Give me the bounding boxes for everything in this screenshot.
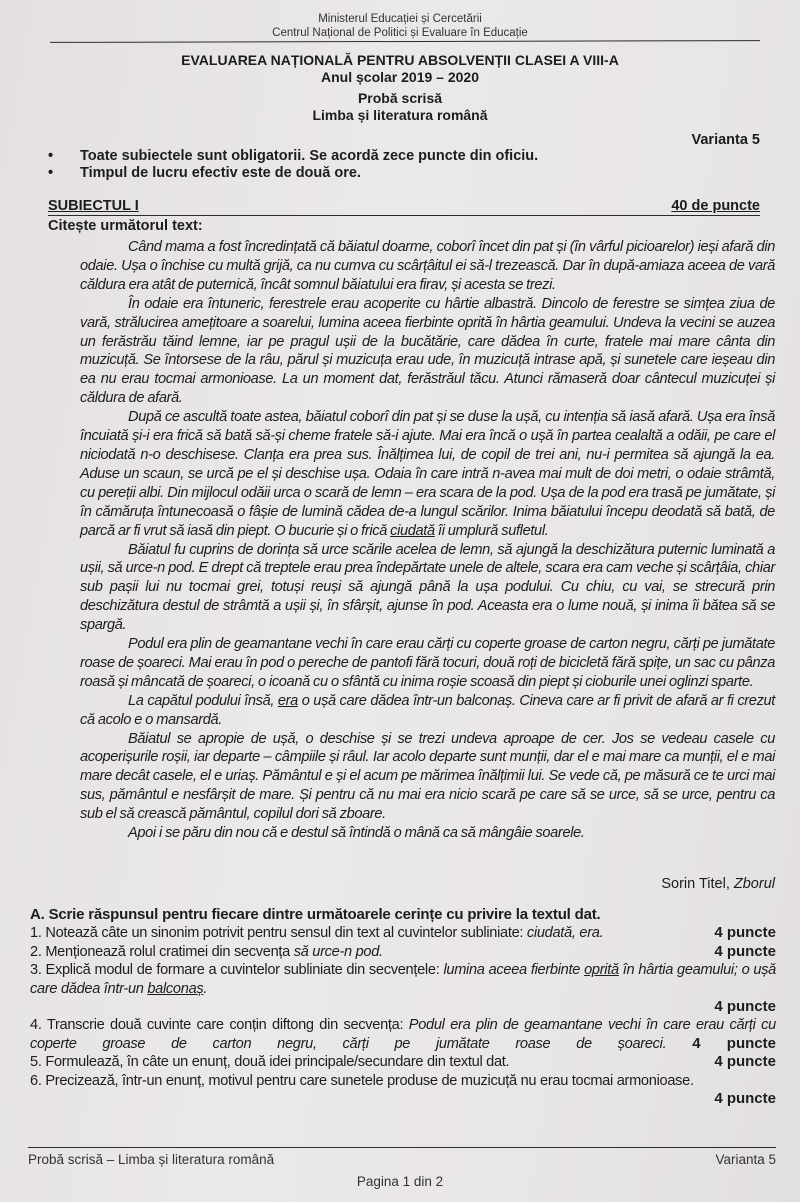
instruction-item: • Toate subiectele sunt obligatorii. Se acordă zece puncte din oficiu. — [48, 148, 539, 164]
footer-variant: Varianta 5 — [715, 1152, 776, 1167]
footer-divider — [28, 1147, 776, 1148]
passage-paragraph: Băiatul se apropie de ușă, o deschise și se trezi undeva aproape de cer. Jos se vedeau casele cu acoperișurile roșii, iar departe – câmpiile și râul. Iar acolo departe sunt munții, dar el e mai mare ca munții, el e mai mare decât casele, el e uriaș. Pământul e și el acum pe mărimea înălțimii lui. Se vede că, pe măsură ce te urci mai sus, pământul e nesfârșit de mare. Și pentru că nu mai era nicio scară pe care să se urce, să se urce, pentru ca sub el să crească pământul, copilul dori să zboare. — [80, 730, 775, 823]
read-prompt: Citește următorul text: — [48, 218, 203, 234]
section-a-heading: A. Scrie răspunsul pentru fiecare dintre următoarele cerințe cu privire la textul dat. — [30, 906, 601, 923]
page-header — [0, 12, 800, 40]
variant-label: Varianta 5 — [691, 132, 760, 148]
exam-type: Probă scrisă — [357, 90, 443, 106]
question-3: 3. Explică modul de formare a cuvintelor subliniate din secvențele: lumina aceea fierbinte oprită în hârtia geamului; o ușă care dădea într-un balconaș. 4 puncte — [30, 962, 776, 1016]
passage-paragraph: După ce ascultă toate astea, băiatul coborî din pat și se duse la ușă, cu intenția să iasă afară. Ușa era însă încuiată și-i era frică să bată să-și cheme fratele să-i ajute. Mai era încă o ușă în partea cealaltă a odăii, pe care el niciodată n-o deschisese. Clanța era prea sus. Înălțimea lui, de copil de trei ani, nu-i permitea să ajungă la ea. Aduse un scaun, se urcă pe el și deschise ușa. Odaia în care intră n-avea mai mult de doi metri, o odaie strâmtă, cu pereții albi. Din mijlocul odăii urca o scară de lemn – era scara de la pod. Ușa de la pod era trasă pe jumătate, și în cămăruța întunecoasă o fâșie de lumină cădea de-a lungul scărilor. Inima băiatului începu deodată să bată, de parcă ar fi vrut să iasă din piept. O bucurie și o frică ciudată îi umplură sufletul. — [80, 409, 775, 539]
instruction-item: • Timpul de lucru efectiv este de două ore. — [48, 165, 361, 181]
question-points: 4 puncte — [714, 1090, 776, 1108]
passage-paragraph: Podul era plin de geamantane vechi în care erau cărți cu coperte groase de carton negru, cărți pe jumătate roase de șoareci. Mai erau în pod o pereche de pantofi fără tocuri, două roți de bicicletă fără spițe, un sac cu pânza roasă și mâncată de șoareci, o icoană cu o sfântă cu inima roșie scoasă din piept și cioburile unei oglinzi sparte. — [80, 636, 775, 690]
reading-passage — [80, 238, 775, 843]
question-points: 4 puncte — [714, 998, 776, 1016]
question-points: 4 puncte — [714, 942, 776, 960]
bullet-icon: • — [48, 148, 54, 164]
question-4: 4. Transcrie două cuvinte care conțin diftong din secvența: Podul era plin de geamantane vechi în care erau cărți cu coperte groase de carton negru, cărți pe jumătate roase de șoareci. 4 puncte — [30, 1017, 776, 1052]
ministry-name: Ministerul Educației și Cercetării — [318, 13, 482, 25]
exam-title-block — [0, 52, 800, 124]
passage-source: Sorin Titel, Zborul — [661, 876, 775, 892]
footer-exam: Probă scrisă – Limba și literatura română — [28, 1152, 275, 1167]
question-points: 4 puncte — [714, 924, 776, 942]
page-footer — [28, 1152, 776, 1167]
subject-divider — [48, 215, 760, 216]
exam-title: EVALUAREA NAȚIONALĂ PENTRU ABSOLVENȚII CLASEI A VIII-A — [181, 52, 619, 68]
page-number: Pagina 1 din 2 — [356, 1174, 444, 1189]
passage-paragraph: Apoi i se păru din nou că e destul să întindă o mână ca să mângâie soarele. — [128, 825, 585, 842]
question-6: 6. Precizează, într-un enunț, motivul pentru care sunetele produse de muzicuță nu erau tocmai armonioase. 4 puncte — [30, 1072, 776, 1108]
header-divider — [50, 40, 760, 43]
question-5: 5. Formulează, în câte un enunț, două idei principale/secundare din textul dat. 4 puncte — [30, 1053, 776, 1071]
question-points: 4 puncte — [692, 1034, 776, 1052]
underlined-word: balconaș — [147, 980, 204, 997]
center-name: Centrul Național de Politici și Evaluare în Educație — [272, 27, 528, 39]
passage-paragraph: În odaie era întuneric, ferestrele erau acoperite cu hârtie albastră. Dincolo de ferestre se simțea ziua de vară, strălucirea amețitoare a soarelui, lumina aceea fierbinte oprită în hârtia geamului. Undeva la vecini se auzea un ferăstrău tăind lemne, iar pe pragul ușii de la bucătărie, care dădea în curte, fratele mai mare cânta din muzicuță. Se întorsese de la râu, părul și muzicuța erau ude, în muzicuță intrase apă, și sunetele care ieșeau din ea nu erau tocmai armonioase. La un moment dat, ferăstrăul tăcu. Atunci rămaseră doar cântecul muzicuței și căldura de afară. — [80, 295, 775, 407]
work-title: Zborul — [733, 876, 775, 892]
instructions-list — [48, 148, 538, 182]
underlined-word: era — [277, 692, 298, 709]
question-2: 2. Menționează rolul cratimei din secvența să urce-n pod. 4 puncte — [30, 942, 776, 960]
passage-paragraph: Când mama a fost încredințată că băiatul doarme, coborî încet din pat și (în vârful picioarelor) ieși afară din odaie. Ușa o închise cu multă grijă, ca nu cumva cu scârțâitul ei să-l trezească. Dar în după-amiaza aceea de vară căldura era atât de puternică, încât somnul băiatului era firav, și acesta se trezi. — [80, 239, 775, 293]
question-1: 1. Notează câte un sinonim potrivit pentru sensul din text al cuvintelor subliniate: ciudată, era. 4 puncte — [30, 924, 776, 942]
passage-paragraph: La capătul podului însă, era o ușă care dădea într-un balconaș. Cineva care ar fi privit de afară ar fi crezut că acolo e o mansardă. — [80, 692, 775, 728]
bullet-icon: • — [48, 165, 54, 181]
subject-heading — [48, 198, 760, 214]
subject-points: 40 de puncte — [671, 198, 760, 214]
subject-name: SUBIECTUL I — [48, 198, 139, 214]
exam-subject: Limba și literatura română — [312, 107, 488, 123]
question-points: 4 puncte — [714, 1053, 776, 1071]
section-a — [30, 906, 776, 1108]
underlined-word: ciudată — [390, 522, 435, 539]
underlined-word: oprită — [584, 962, 619, 979]
school-year: Anul școlar 2019 – 2020 — [321, 69, 479, 85]
passage-paragraph: Băiatul fu cuprins de dorința să urce scările acelea de lemn, să ajungă la deschizătura puternic luminată a ușii, să urce-n pod. E drept că treptele erau prea îndepărtate unele de altele, scara era cam veche și scârțâia, chiar sub pașii lui nu tocmai grei, totuși reuși să ajungă până la ușa podului. Cu chiu, cu vai, se strecură prin deschizătura destul de strâmtă a ușii și, în sfârșit, ajunse în pod. Aceasta era o lume nouă, și inima îi bătea să se spargă. — [80, 541, 775, 634]
